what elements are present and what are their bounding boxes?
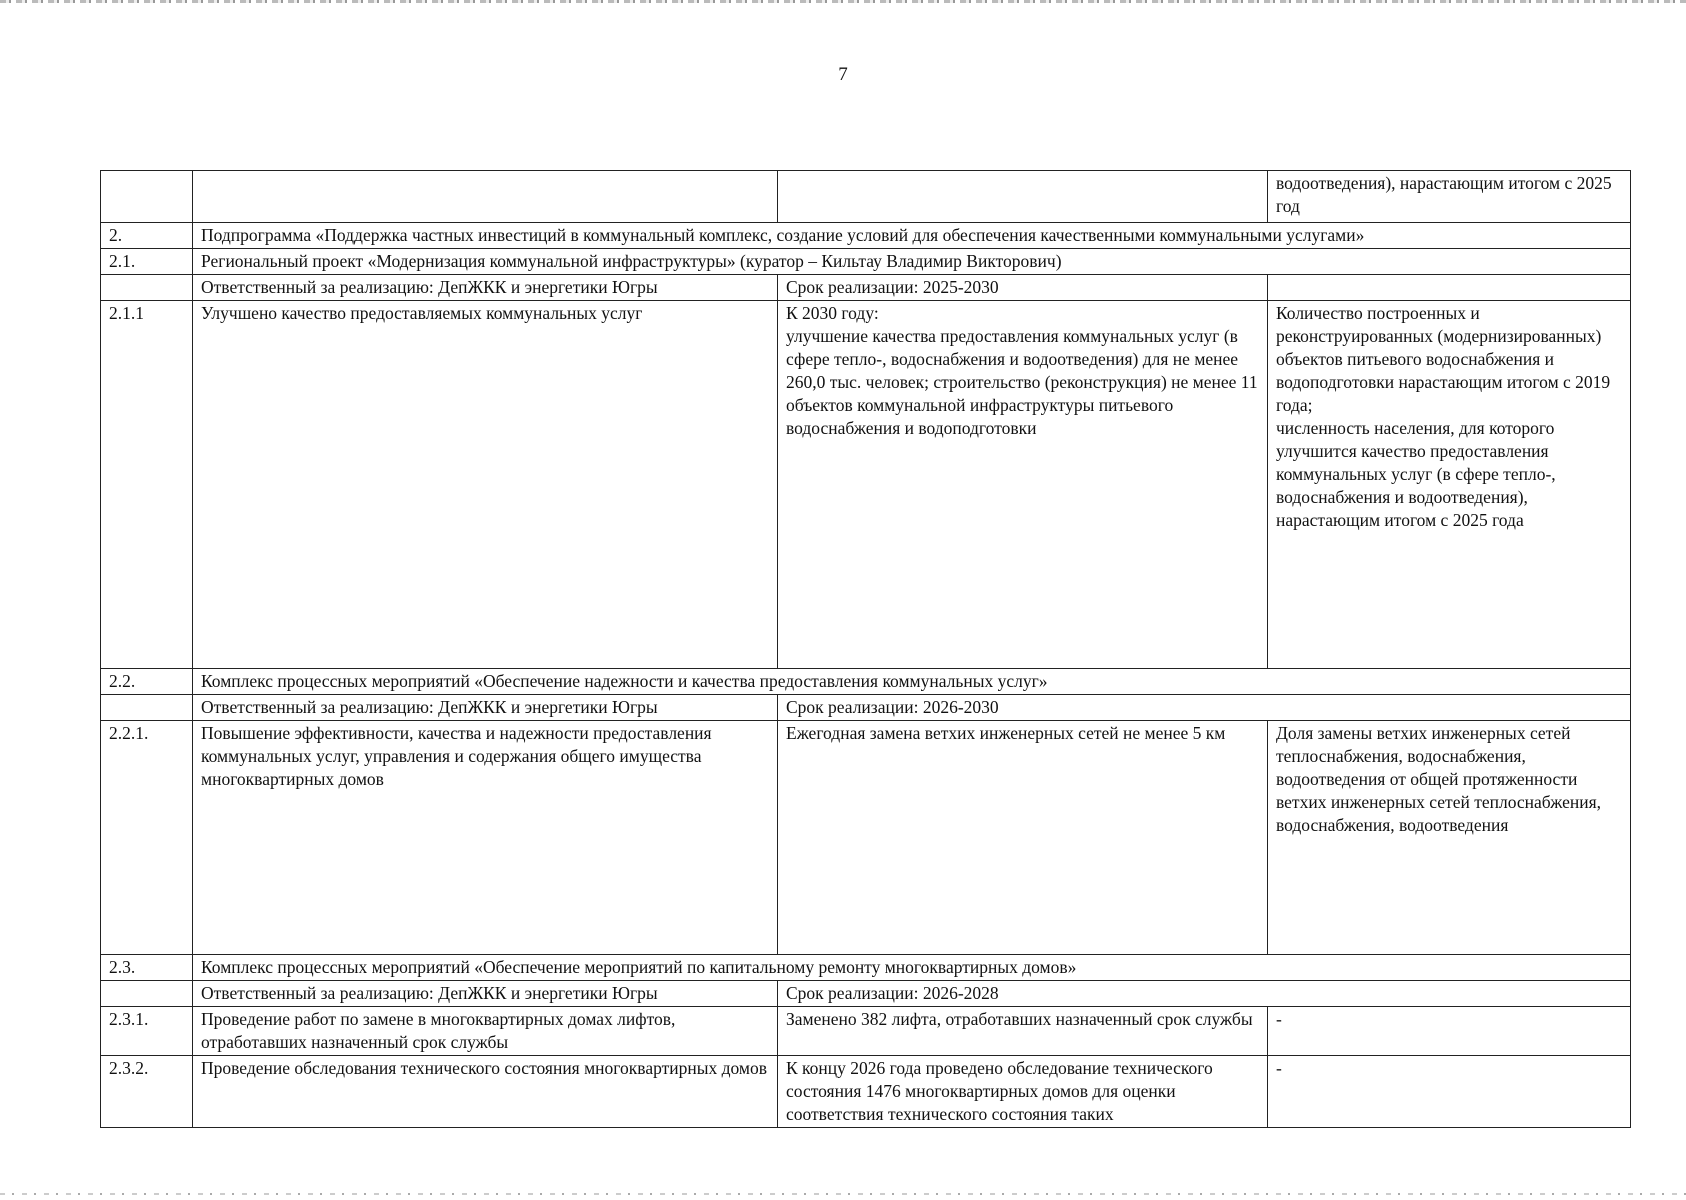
row-number: 2.2.1. — [101, 721, 193, 955]
section-title: Комплекс процессных мероприятий «Обеспечение мероприятий по капитальному ремонту многоквартирных домов» — [193, 955, 1631, 981]
cell-num — [101, 981, 193, 1007]
table-row-2-3-1 — [101, 1007, 1631, 1056]
indicator-text: Количество построенных и реконструированных (модернизированных) объектов питьевого водоснабжения и водоподготовки нарастающим итогом с 2019 года; численность населения, для которого улучшится качество предоставления коммунальных услуг (в сфере тепло-, водоснабжения и водоотведения), нарастающим итогом с 2025 года — [1268, 301, 1631, 669]
table-row-2-2-1 — [101, 721, 1631, 955]
table-row-2-1-1 — [101, 301, 1631, 669]
section-title: Комплекс процессных мероприятий «Обеспечение надежности и качества предоставления коммунальных услуг» — [193, 669, 1631, 695]
indicator-text: - — [1268, 1007, 1631, 1056]
task-text: Улучшено качество предоставляемых коммунальных услуг — [193, 301, 778, 669]
responsible-text: Ответственный за реализацию: ДепЖКК и энергетики Югры — [193, 981, 778, 1007]
section-row-2-3 — [101, 955, 1631, 981]
term-text: Срок реализации: 2026-2028 — [778, 981, 1631, 1007]
responsible-text: Ответственный за реализацию: ДепЖКК и энергетики Югры — [193, 275, 778, 301]
task-text: Проведение работ по замене в многоквартирных домах лифтов, отработавших назначенный срок службы — [193, 1007, 778, 1056]
term-text: Срок реализации: 2026-2030 — [778, 695, 1631, 721]
section-title: Подпрограмма «Поддержка частных инвестиций в коммунальный комплекс, создание условий для обеспечения качественными коммунальными услугами» — [193, 223, 1631, 249]
section-title: Региональный проект «Модернизация коммунальной инфраструктуры» (куратор – Кильтау Владимир Викторович) — [193, 249, 1631, 275]
result-text: К 2030 году: улучшение качества предоставления коммунальных услуг (в сфере тепло-, водоснабжения и водоотведения) для не менее 260,0 тыс. человек; строительство (реконструкция) не менее 11 объектов коммунальной инфраструктуры питьевого водоснабжения и водоподготовки — [778, 301, 1268, 669]
cell-num — [101, 695, 193, 721]
task-text: Проведение обследования технического состояния многоквартирных домов — [193, 1056, 778, 1128]
row-number: 2.1.1 — [101, 301, 193, 669]
cell-result — [778, 171, 1268, 223]
scan-edge-bottom — [0, 1193, 1686, 1195]
cell-num — [101, 171, 193, 223]
row-number: 2.3.1. — [101, 1007, 193, 1056]
section-row-2 — [101, 223, 1631, 249]
cell-indicator — [1268, 275, 1631, 301]
cell-indicator: водоотведения), нарастающим итогом с 2025 год — [1268, 171, 1631, 223]
section-number: 2.2. — [101, 669, 193, 695]
term-text: Срок реализации: 2025-2030 — [778, 275, 1268, 301]
result-text: Заменено 382 лифта, отработавших назначенный срок службы — [778, 1007, 1268, 1056]
section-number: 2.1. — [101, 249, 193, 275]
responsible-row-2-3 — [101, 981, 1631, 1007]
responsible-row-2-2 — [101, 695, 1631, 721]
result-text: К концу 2026 года проведено обследование технического состояния 1476 многоквартирных домов для оценки соответствия технического состояния таких — [778, 1056, 1268, 1128]
indicator-text: - — [1268, 1056, 1631, 1128]
result-text: Ежегодная замена ветхих инженерных сетей не менее 5 км — [778, 721, 1268, 955]
row-number: 2.3.2. — [101, 1056, 193, 1128]
responsible-row-2-1 — [101, 275, 1631, 301]
table-row-2-3-2 — [101, 1056, 1631, 1128]
task-text: Повышение эффективности, качества и надежности предоставления коммунальных услуг, управления и содержания общего имущества многоквартирных домов — [193, 721, 778, 955]
cell-task — [193, 171, 778, 223]
page-number: 7 — [838, 64, 848, 85]
cell-num — [101, 275, 193, 301]
measures-table — [100, 170, 1631, 1128]
indicator-text: Доля замены ветхих инженерных сетей теплоснабжения, водоснабжения, водоотведения от общей протяженности ветхих инженерных сетей теплоснабжения, водоснабжения, водоотведения — [1268, 721, 1631, 955]
section-number: 2. — [101, 223, 193, 249]
responsible-text: Ответственный за реализацию: ДепЖКК и энергетики Югры — [193, 695, 778, 721]
scan-edge-top — [0, 0, 1686, 3]
table-row-continuation — [101, 171, 1631, 223]
section-row-2-2 — [101, 669, 1631, 695]
section-number: 2.3. — [101, 955, 193, 981]
section-row-2-1 — [101, 249, 1631, 275]
